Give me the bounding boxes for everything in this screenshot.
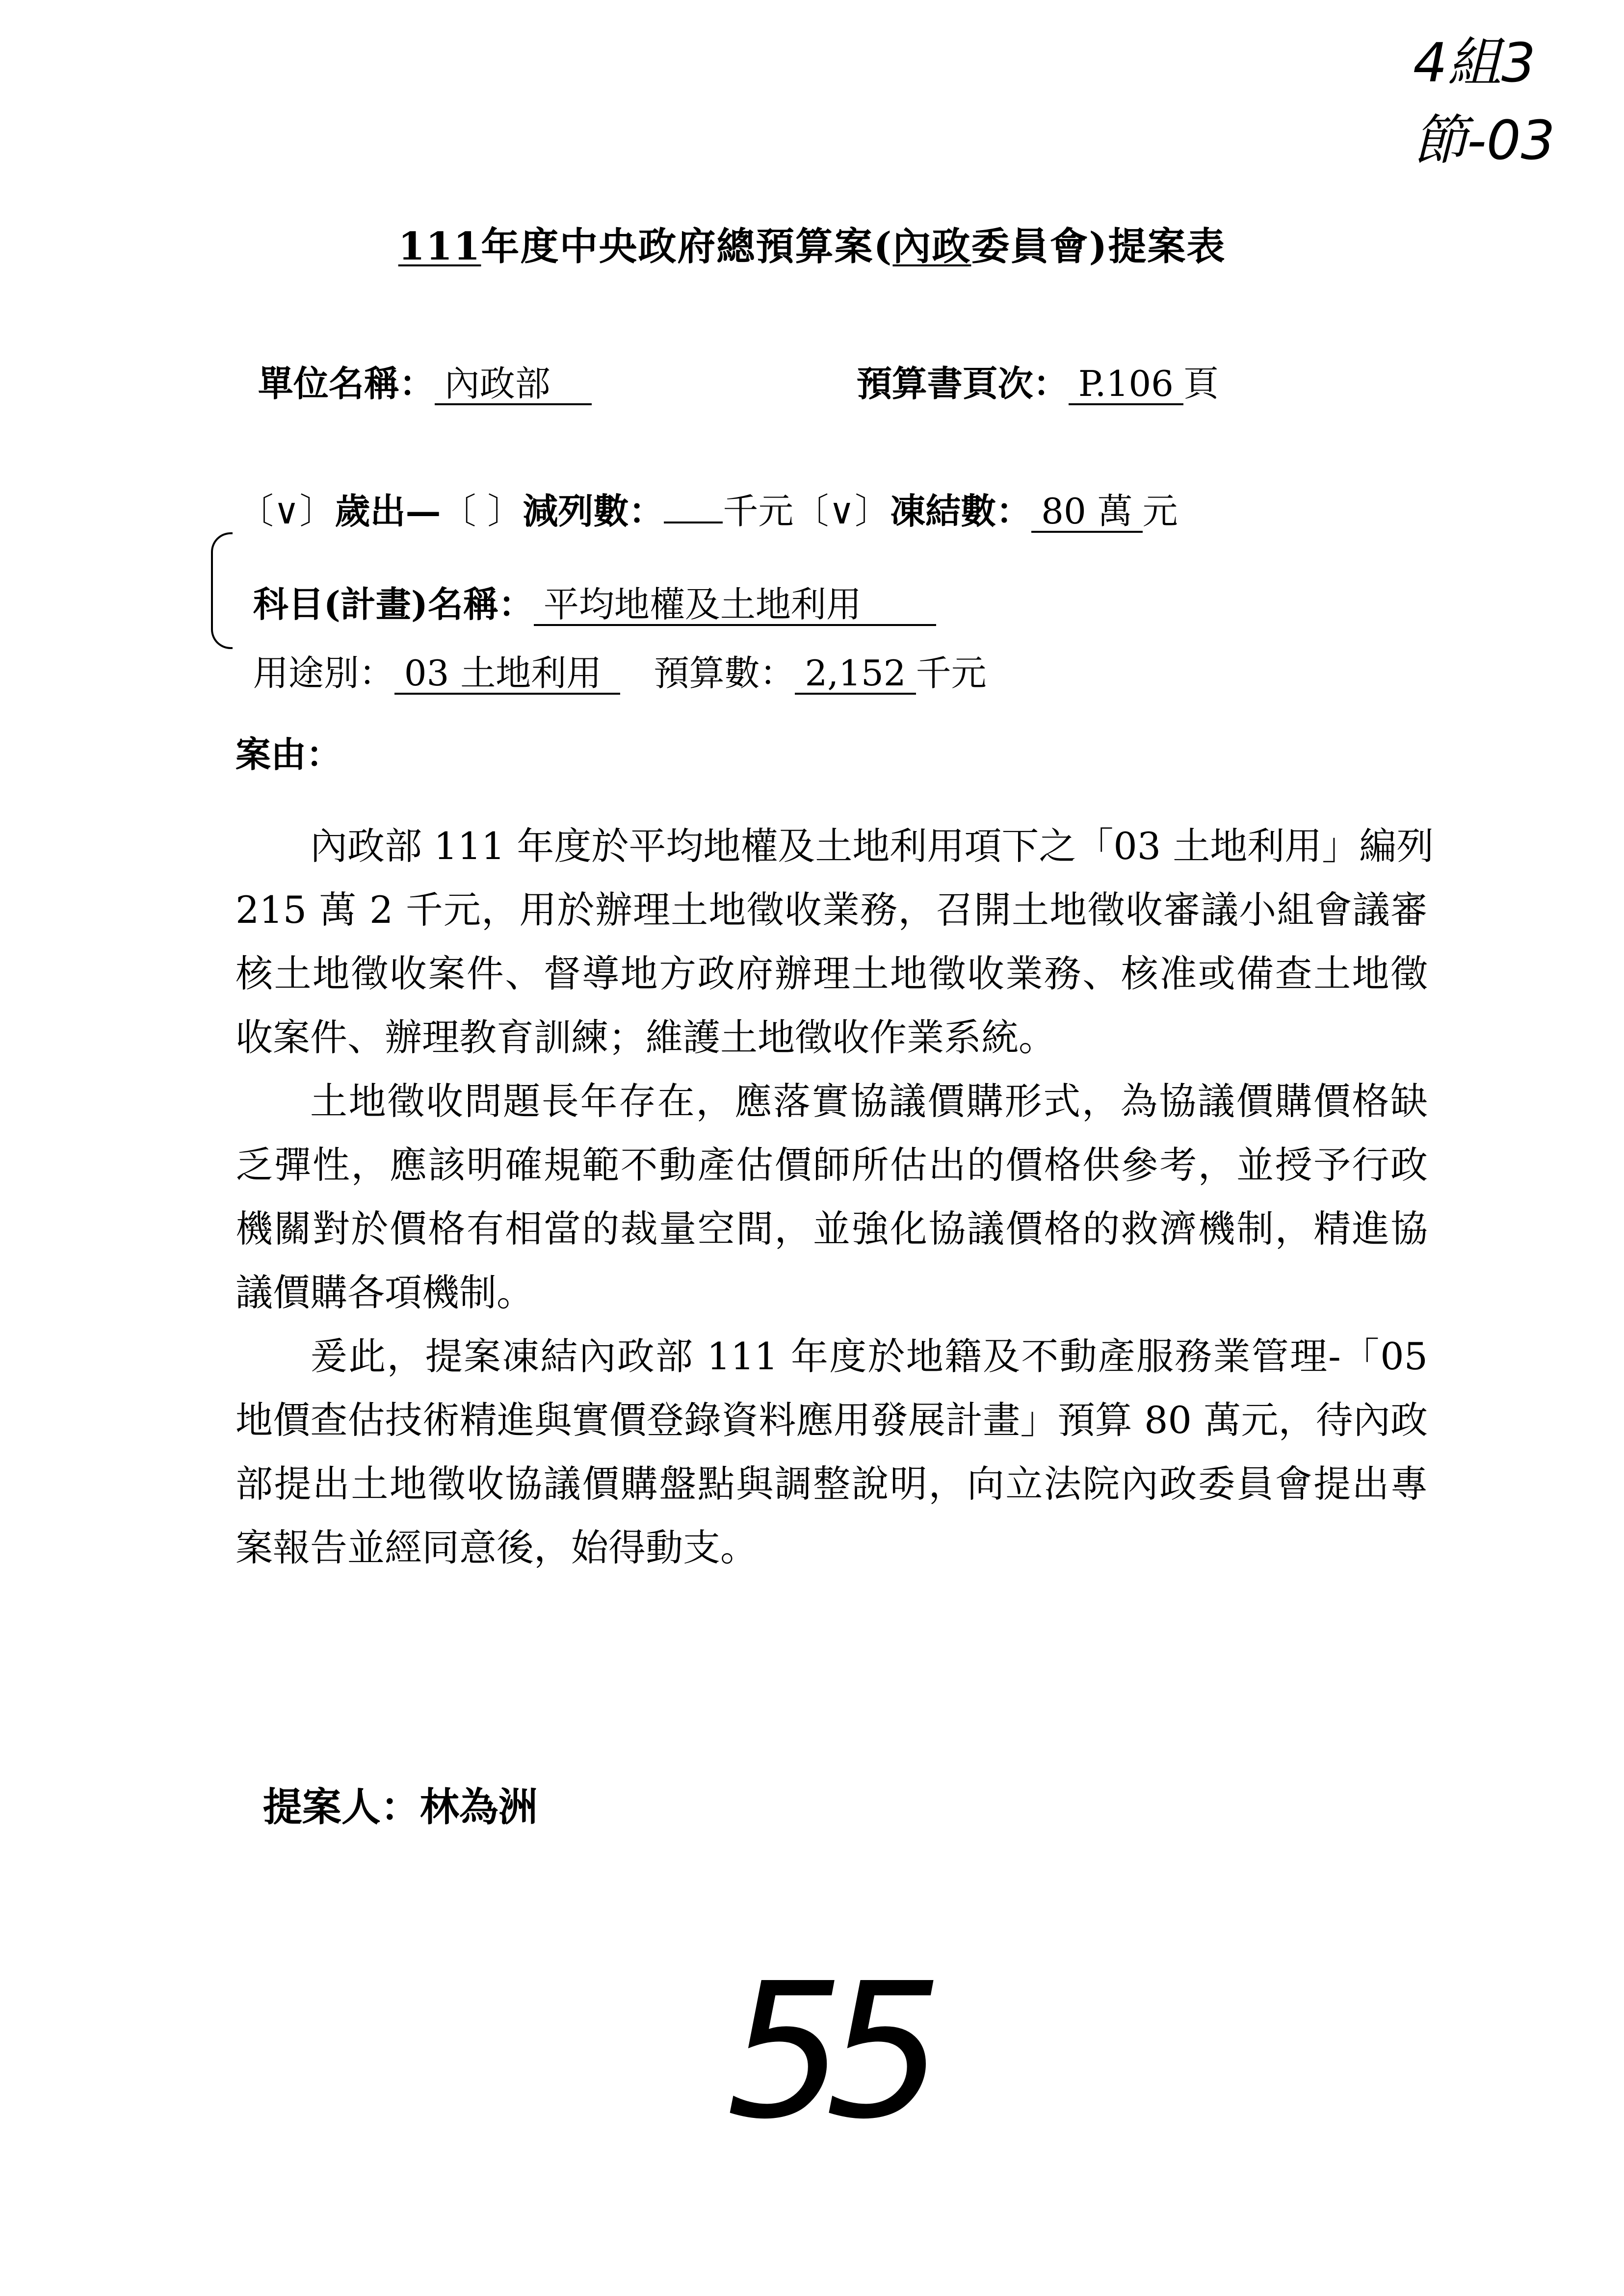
paragraph-line: 土地徵收問題長年存在，應落實協議價購形式，為協議價購價格缺 bbox=[310, 1079, 1428, 1123]
freeze-unit: 元 bbox=[1142, 491, 1178, 532]
checkbox-reduce: 〔 〕 bbox=[441, 491, 523, 532]
title-text: 年度中央政府總預算案( bbox=[481, 224, 893, 269]
paragraph-line: 乏彈性，應該明確規範不動產估價師所估出的價格供參考，並授予行政 bbox=[236, 1143, 1428, 1187]
item-value: 平均地權及土地利用 bbox=[534, 585, 936, 626]
usage-label: 用途別： bbox=[253, 652, 394, 694]
paragraph-line: 內政部 111 年度於平均地權及土地利用項下之「03 土地利用」編列 bbox=[310, 824, 1434, 868]
title-suffix: )提案表 bbox=[1089, 224, 1226, 269]
title-committee: 內政 bbox=[892, 224, 971, 269]
paragraph-line: 案報告並經同意後，始得動支。 bbox=[236, 1526, 758, 1569]
title-year: 111 bbox=[398, 224, 481, 269]
freeze-label: 凍結數： bbox=[890, 490, 1032, 532]
options-row bbox=[216, 442, 1178, 534]
checkbox-expense: 〔∨〕 bbox=[238, 491, 335, 532]
paragraph-line: 核土地徵收案件、督導地方政府辦理土地徵收業務、核准或備查土地徵 bbox=[236, 952, 1428, 995]
usage-row bbox=[231, 603, 987, 696]
bracket-line bbox=[211, 532, 233, 649]
usage-value: 03 土地利用 bbox=[394, 654, 620, 695]
reduce-label: 減列數： bbox=[523, 490, 664, 532]
paragraph-line: 爰此，提案凍結內政部 111 年度於地籍及不動產服務業管理-「05 bbox=[310, 1334, 1428, 1378]
reduce-value bbox=[664, 522, 723, 523]
reason-label: 案由： bbox=[236, 733, 342, 775]
reason-body bbox=[236, 814, 1434, 1580]
freeze-value: 80 萬 bbox=[1031, 492, 1143, 533]
paragraph-line: 215 萬 2 千元，用於辦理土地徵收業務，召開土地徵收審議小組會議審 bbox=[236, 888, 1428, 932]
paragraph-line: 地價查估技術精進與實價登錄資料應用發展計畫」預算 80 萬元，待內政 bbox=[236, 1398, 1428, 1442]
handwritten-reference: 4組3節-03 bbox=[1413, 31, 1555, 172]
handwritten-page-number: 55 bbox=[726, 1943, 924, 2160]
paragraph-line: 議價購各項機制。 bbox=[236, 1271, 534, 1314]
title-committee-rest: 委員會 bbox=[971, 224, 1089, 269]
paragraph-line: 機關對於價格有相當的裁量空間，並強化協議價格的救濟機制，精進協 bbox=[236, 1207, 1428, 1251]
page-ref-row bbox=[834, 314, 1219, 406]
unit-label: 單位名稱： bbox=[258, 363, 435, 404]
unit-row bbox=[236, 314, 592, 406]
budget-unit: 千元 bbox=[916, 652, 987, 694]
paragraph-line: 部提出土地徵收協議價購盤點與調整說明，向立法院內政委員會提出專 bbox=[236, 1462, 1428, 1506]
item-label: 科目(計畫)名稱： bbox=[253, 583, 534, 625]
page-title bbox=[0, 216, 1624, 271]
proposer-name: 林為洲 bbox=[419, 1784, 538, 1830]
unit-value: 內政部 bbox=[435, 365, 592, 405]
paragraph-line: 收案件、辦理教育訓練；維護土地徵收作業系統。 bbox=[236, 1016, 1056, 1059]
proposer-label: 提案人： bbox=[262, 1784, 420, 1830]
expense-label: 歲出— bbox=[335, 490, 441, 532]
reduce-unit: 千元 bbox=[723, 491, 794, 532]
checkbox-freeze: 〔∨〕 bbox=[793, 491, 891, 532]
proposer-row bbox=[236, 1729, 538, 1832]
budget-value: 2,152 bbox=[795, 654, 916, 695]
budget-label: 預算數： bbox=[654, 652, 795, 694]
page-ref-suffix: 頁 bbox=[1183, 363, 1219, 404]
page-ref-label: 預算書頁次： bbox=[856, 363, 1069, 404]
page-ref-value: P.106 bbox=[1069, 365, 1183, 405]
